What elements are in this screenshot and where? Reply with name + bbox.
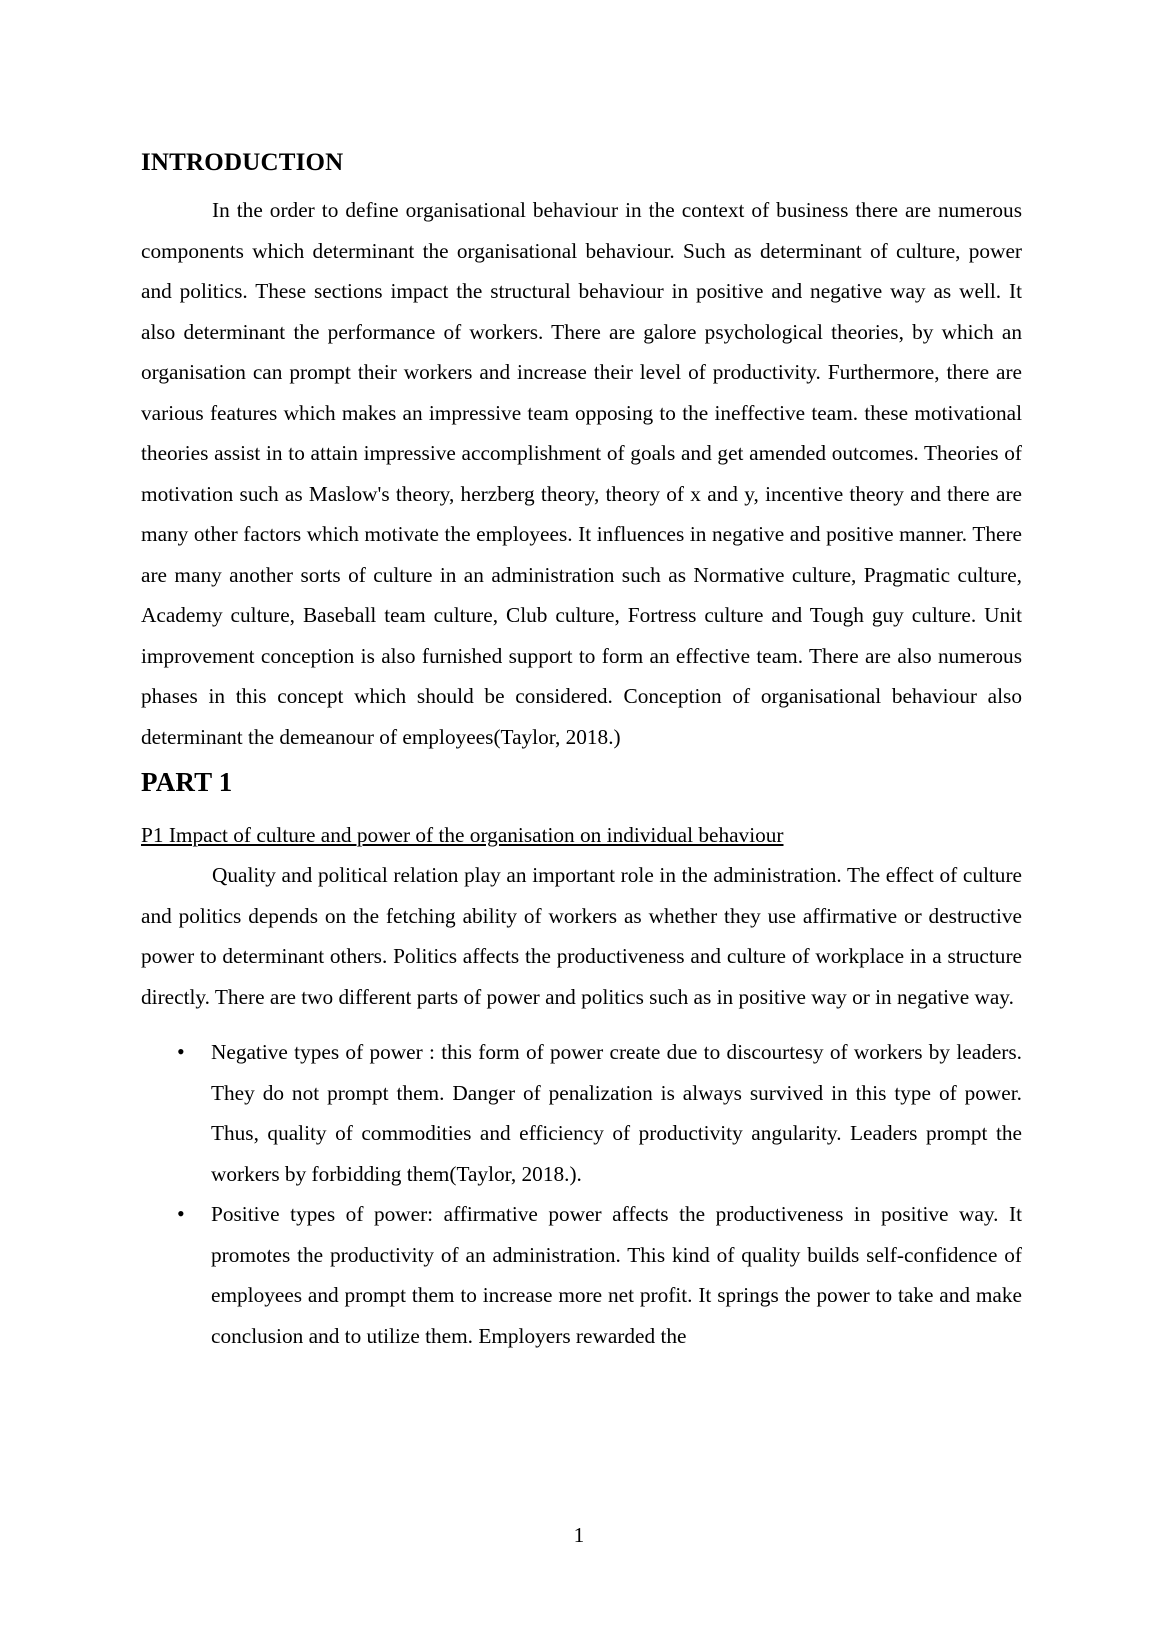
bullet-text-positive-power: Positive types of power: affirmative power affects the productiveness in positive way. It promotes the productivity of an administration. This kind of quality builds self-confidence of employees and prompt them to increase more net profit. It springs the power to take and make conclusion and to utilize them. Employers rewarded the <box>211 1202 1022 1348</box>
part1-heading: PART 1 <box>141 767 233 797</box>
page-content <box>141 148 1022 1356</box>
introduction-heading: INTRODUCTION <box>141 149 344 176</box>
list-item <box>141 1194 1022 1356</box>
bullet-icon: • <box>177 1201 185 1226</box>
bullet-text-negative-power: Negative types of power : this form of power create due to discourtesy of workers by leaders. They do not prompt them. Danger of penalization is always survived in this type of power. Thus, quality of commodities and efficiency of productivity angularity. Leaders prompt the workers by forbidding them(Taylor, 2018.). <box>211 1040 1022 1186</box>
part1-paragraph: Quality and political relation play an important role in the administration. The effect of culture and politics depends on the fetching ability of workers as whether they use affirmative or destructive power to determinant others. Politics affects the productiveness and culture of workplace in a structure directly. There are two different parts of power and politics such as in positive way or in negative way. <box>141 863 1022 1009</box>
list-item <box>141 1032 1022 1194</box>
page-number: 1 <box>573 1523 585 1547</box>
p1-subheading: P1 Impact of culture and power of the organisation on individual behaviour <box>141 823 784 847</box>
introduction-paragraph: In the order to define organisational behaviour in the context of business there are numerous components which determinant the organisational behaviour. Such as determinant of culture, power and politics. These sections impact the structural behaviour in positive and negative way as well. It also determinant the performance of workers. There are galore psychological theories, by which an organisation can prompt their workers and increase their level of productivity. Furthermore, there are various features which makes an impressive team opposing to the ineffective team. these motivational theories assist in to attain impressive accomplishment of goals and get amended outcomes. Theories of motivation such as Maslow's theory, herzberg theory, theory of x and y, incentive theory and there are many other factors which motivate the employees. It influences in negative and positive manner. There are many another sorts of culture in an administration such as Normative culture, Pragmatic culture, Academy culture, Baseball team culture, Club culture, Fortress culture and Tough guy culture. Unit improvement conception is also furnished support to form an effective team. There are also numerous phases in this concept which should be considered. Conception of organisational behaviour also determinant the demeanour of employees(Taylor, 2018.) <box>141 198 1022 749</box>
bullet-icon: • <box>177 1039 185 1064</box>
bullet-list <box>141 1032 1022 1356</box>
